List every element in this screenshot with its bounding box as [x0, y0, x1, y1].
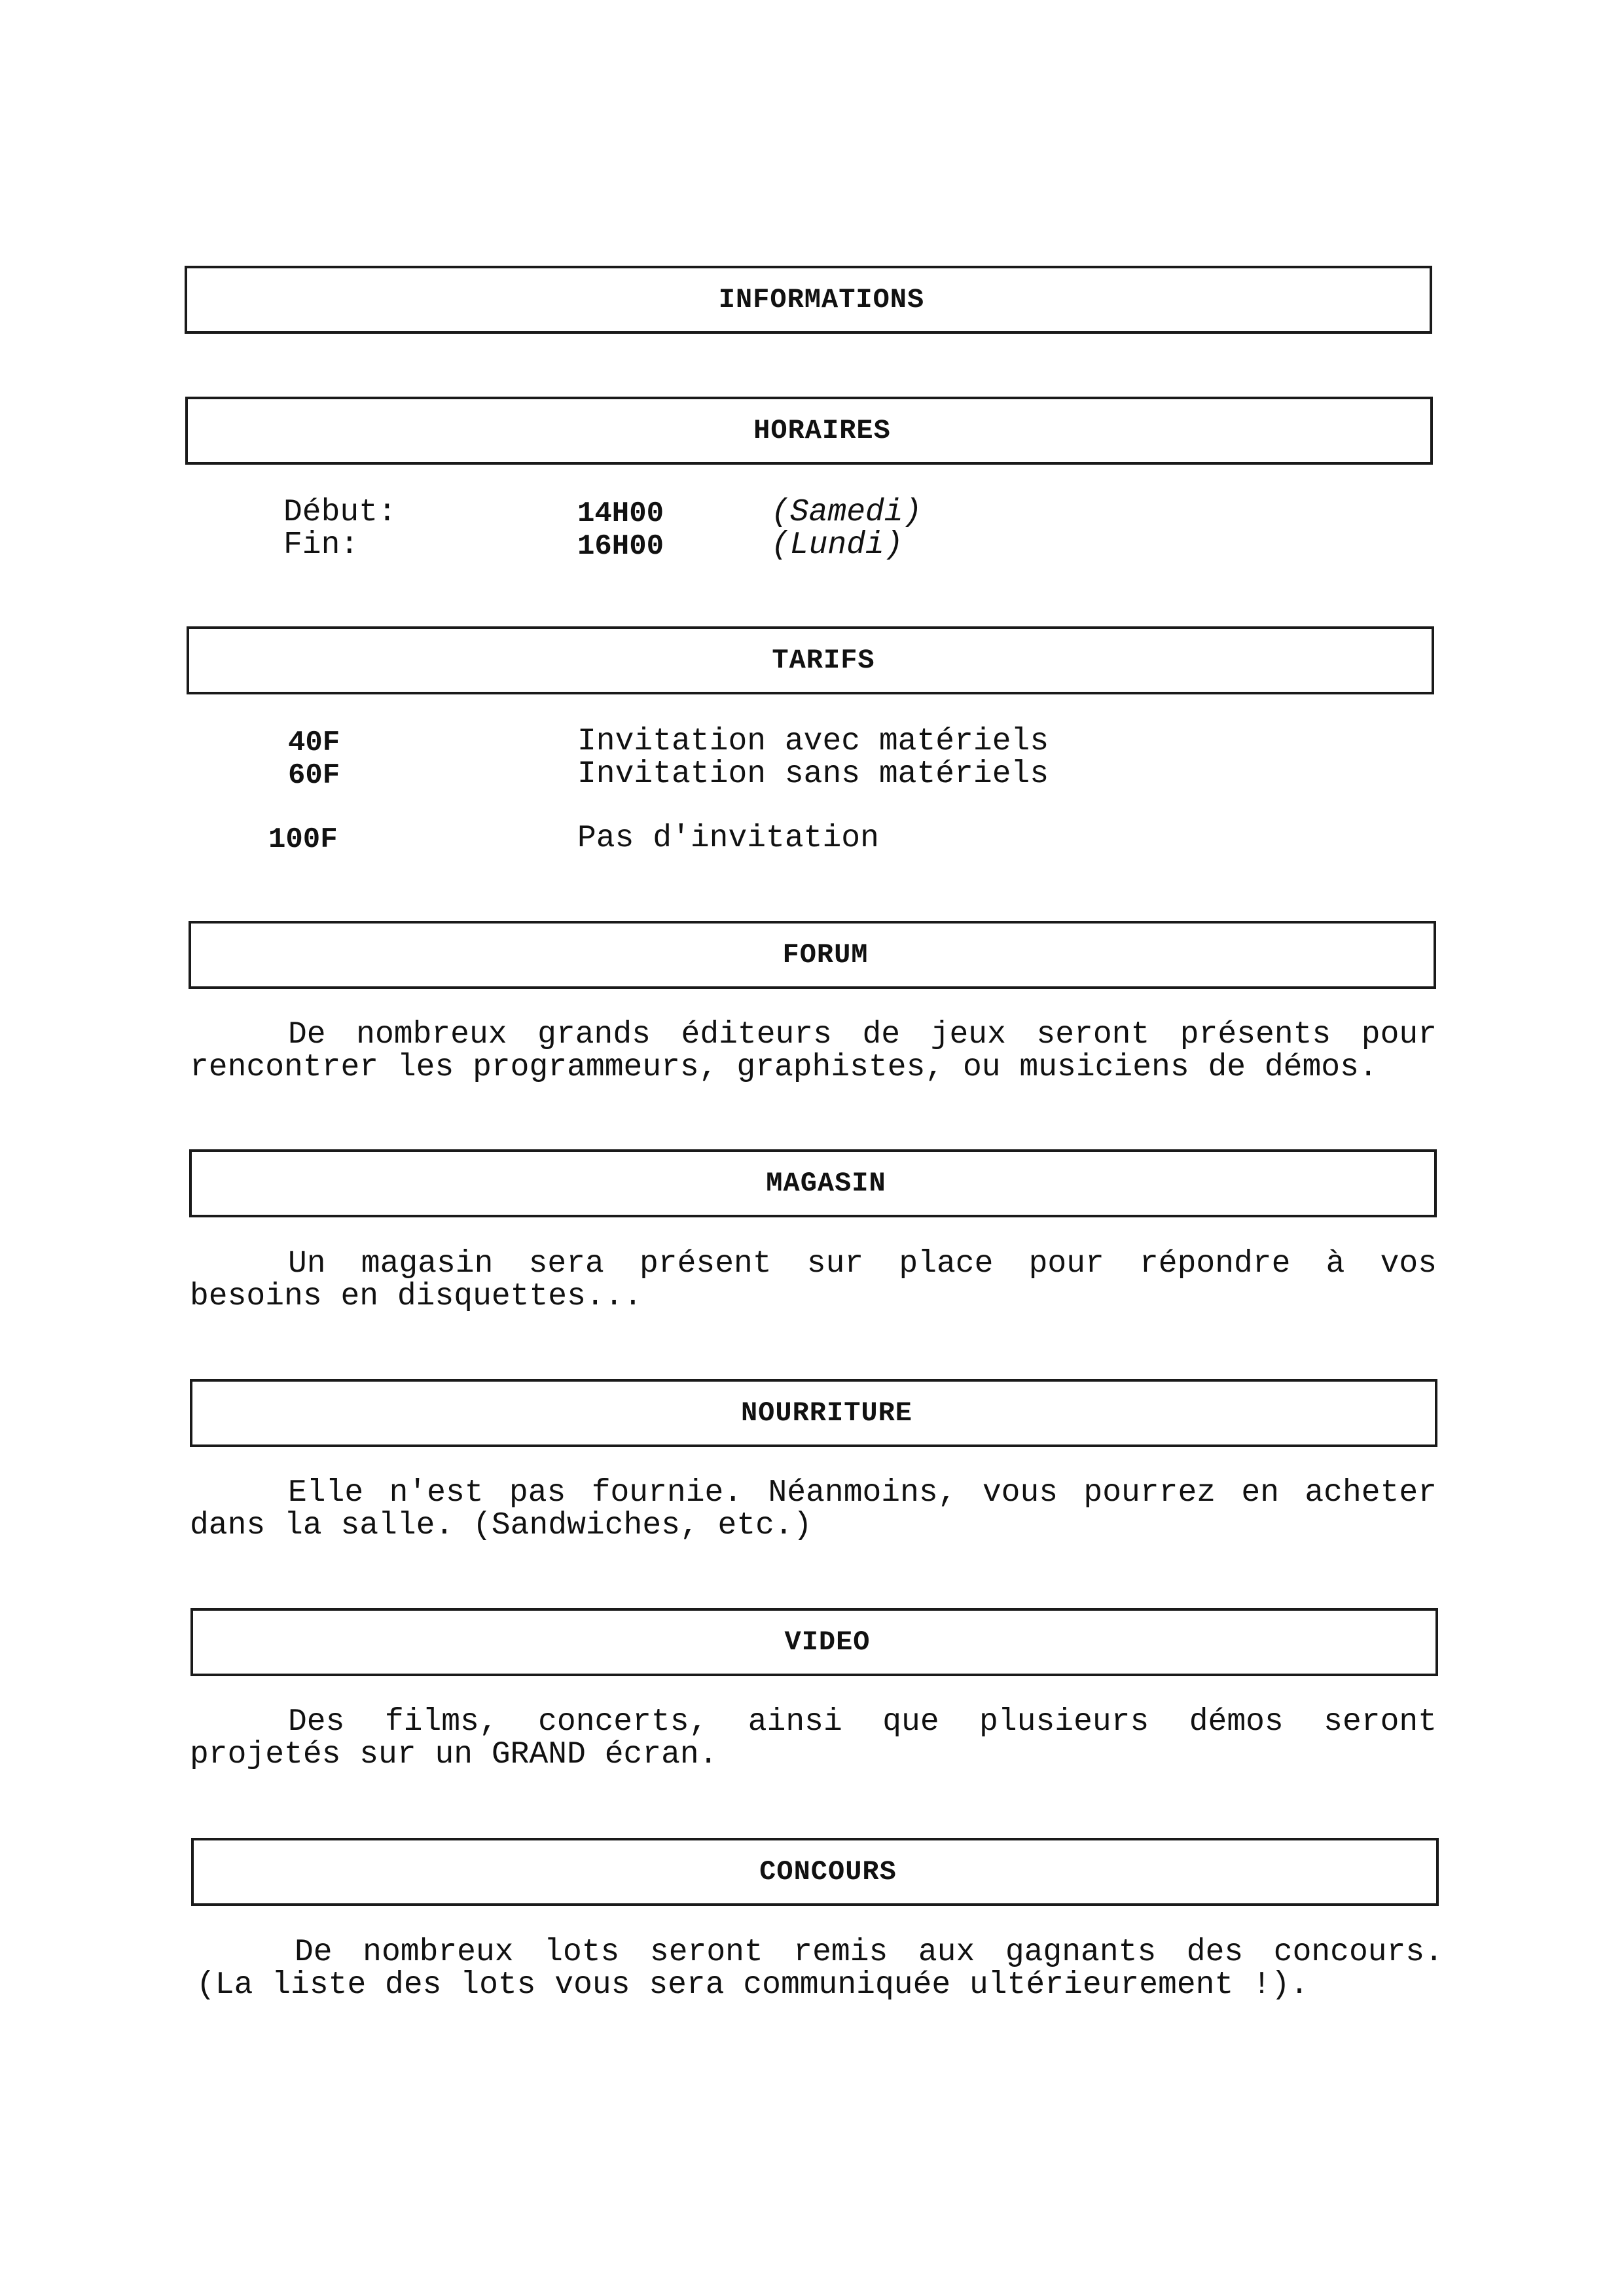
concours-header-box: [191, 1838, 1439, 1906]
tarifs-header-box: [187, 626, 1434, 694]
video-header-box: [190, 1608, 1438, 1676]
forum-line-2: rencontrer les programmeurs, graphistes, ou musiciens de démos.: [190, 1050, 1378, 1085]
forum-line-1: De nombreux grands éditeurs de jeux seront présents pour: [288, 1017, 1437, 1052]
horaires-end-label: Fin:: [283, 528, 359, 563]
horaires-header-box: [185, 397, 1433, 465]
concours-paragraph: [196, 1936, 1443, 2001]
nourriture-paragraph: [190, 1477, 1437, 1542]
nourriture-line-2: dans la salle. (Sandwiches, etc.): [190, 1508, 812, 1543]
nourriture-header-box: [190, 1379, 1437, 1447]
magasin-paragraph: [190, 1247, 1437, 1313]
video-line-1: Des films, concerts, ainsi que plusieurs démos seront: [288, 1704, 1437, 1740]
concours-line-2: (La liste des lots vous sera communiquée ultérieurement !).: [196, 1967, 1309, 2003]
magasin-line-2: besoins en disquettes...: [190, 1279, 643, 1314]
video-paragraph: [190, 1706, 1437, 1771]
magasin-header-box: [189, 1149, 1437, 1217]
tarif-desc-2: Invitation sans matériels: [577, 757, 1049, 792]
forum-title: FORUM: [782, 939, 869, 971]
horaires-start-time: 14H00: [577, 497, 664, 530]
magasin-title: MAGASIN: [766, 1168, 886, 1199]
concours-line-1: De nombreux lots seront remis aux gagnants des concours.: [295, 1935, 1443, 1970]
tarif-price-1: 40F: [288, 726, 340, 759]
tarif-desc-1: Invitation avec matériels: [577, 724, 1049, 759]
informations-title: INFORMATIONS: [718, 284, 925, 315]
horaires-start-day: (Samedi): [771, 495, 922, 530]
tarif-price-2: 60F: [288, 759, 340, 792]
magasin-line-1: Un magasin sera présent sur place pour répondre à vos: [288, 1246, 1437, 1282]
horaires-end-day: (Lundi): [771, 528, 903, 563]
forum-header-box: [189, 921, 1436, 989]
video-line-2: projetés sur un GRAND écran.: [190, 1737, 718, 1772]
tarif-desc-3: Pas d'invitation: [577, 821, 879, 856]
informations-header-box: [185, 266, 1432, 334]
tarif-price-3: 100F: [268, 823, 338, 856]
tarifs-title: TARIFS: [772, 645, 875, 676]
horaires-title: HORAIRES: [753, 415, 891, 446]
forum-paragraph: [190, 1018, 1437, 1084]
nourriture-title: NOURRITURE: [740, 1397, 913, 1429]
horaires-start-label: Début:: [283, 495, 397, 530]
video-title: VIDEO: [784, 1626, 871, 1658]
horaires-end-time: 16H00: [577, 530, 664, 563]
nourriture-line-1: Elle n'est pas fournie. Néanmoins, vous pourrez en acheter: [288, 1475, 1437, 1511]
concours-title: CONCOURS: [759, 1856, 897, 1888]
